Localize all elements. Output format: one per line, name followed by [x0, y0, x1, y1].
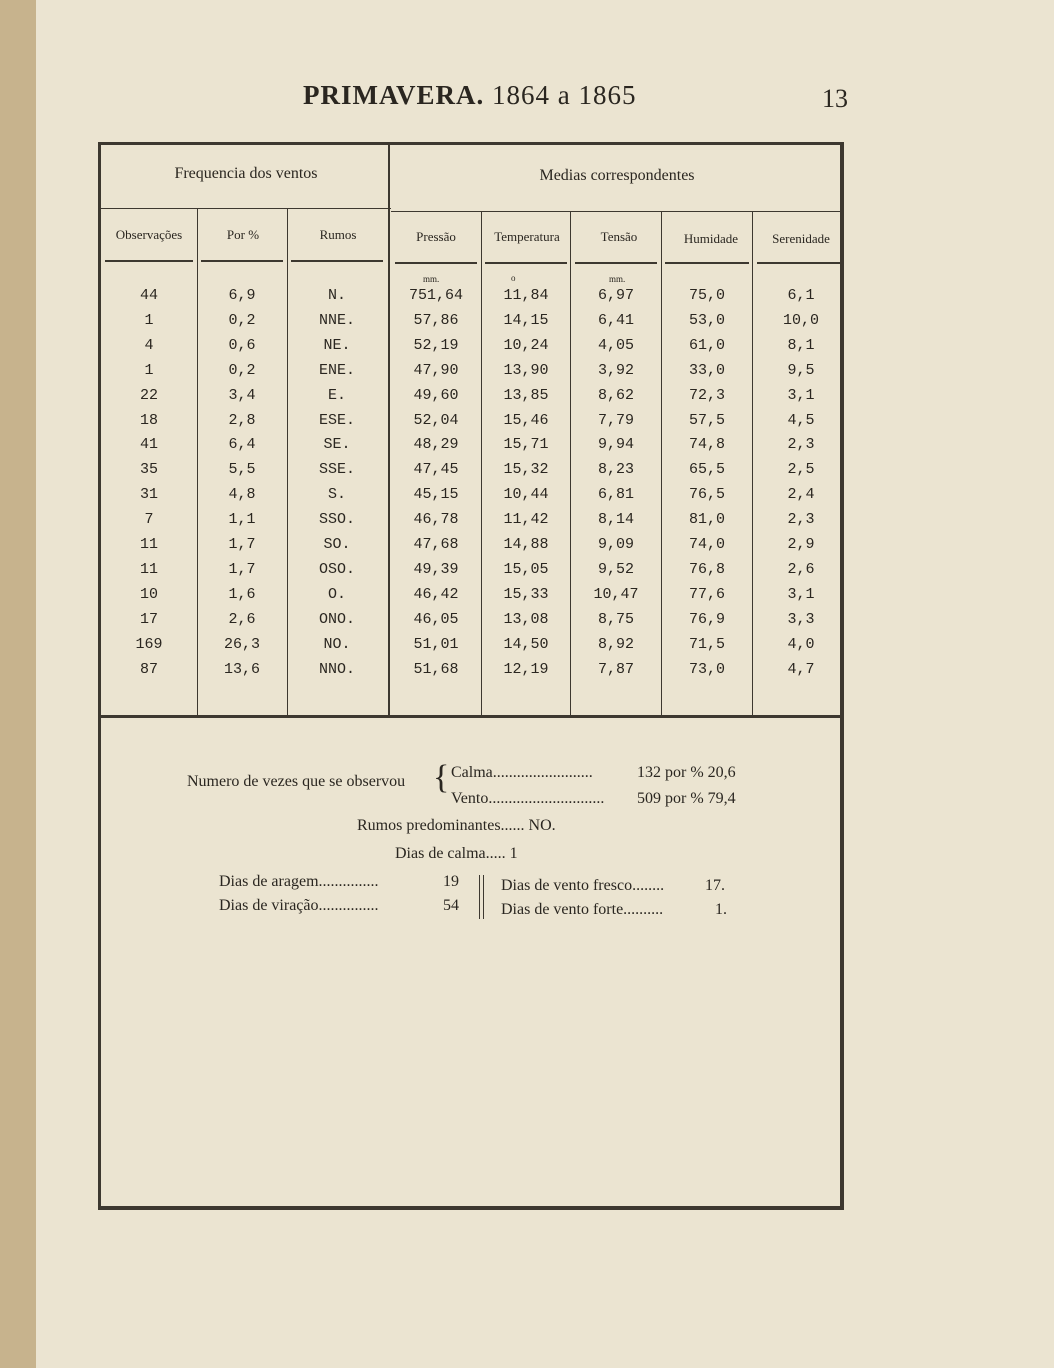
page-title [303, 80, 637, 111]
header-underline [757, 262, 841, 264]
table-cell: 75,0 [688, 287, 725, 304]
table-cell: 4,0 [787, 635, 815, 653]
table-cell: 4 [144, 336, 154, 354]
group-header-frequency: Frequencia dos ventos [174, 165, 318, 182]
summary-brace: { [433, 759, 450, 796]
table-cell: 65,5 [688, 461, 725, 479]
table-cell: 35 [139, 461, 158, 479]
header-underline [291, 260, 383, 262]
summary-divider [479, 875, 480, 919]
group-separator [388, 145, 390, 718]
table-cell: 46,05 [413, 610, 459, 628]
col-header-observacoes: Observações [115, 227, 183, 242]
table-cell: SE. [323, 436, 351, 454]
group-header-medias: Medias correspondentes [539, 167, 695, 184]
table-cell: 18 [139, 411, 158, 429]
table-cell: 14,88 [503, 536, 549, 553]
table-cell: 0,2 [228, 311, 256, 329]
table-cell: 9,5 [787, 361, 815, 379]
group-divider-right [391, 211, 843, 212]
table-cell: ESE. [318, 411, 355, 429]
summary-calma-value: 132 por % 20,6 [637, 764, 736, 781]
col-header-rumos: Rumos [319, 227, 357, 242]
table-cell: 13,90 [503, 361, 549, 379]
table-cell: 3,92 [597, 361, 634, 379]
table-cell: NE. [323, 336, 351, 354]
summary-vento-label: Vento............................. [451, 790, 605, 807]
table-cell: 8,23 [597, 461, 634, 479]
table-cell: 3,1 [787, 585, 815, 603]
unit-tensao: mm. [609, 274, 626, 284]
summary-vento-value: 509 por % 79,4 [637, 790, 736, 807]
table-cell: 15,33 [503, 585, 549, 603]
table-cell: 7,79 [597, 411, 634, 429]
table-cell: 169 [135, 635, 163, 653]
table-cell: 4,7 [787, 660, 815, 678]
table-cell: 2,6 [228, 610, 256, 628]
header-underline [575, 262, 657, 264]
table-cell: 11 [139, 560, 158, 578]
col-header-pressao: Pressão [416, 229, 456, 244]
col-header-humidade: Humidade [683, 231, 739, 246]
table-cell: 7,87 [597, 660, 634, 678]
table-cell: SO. [323, 536, 351, 553]
table-cell: 8,92 [597, 635, 634, 653]
table-cell: 73,0 [688, 660, 725, 678]
table-cell: 15,71 [503, 436, 549, 454]
table-cell: 74,8 [688, 436, 725, 454]
table-cell: 6,41 [597, 311, 634, 329]
table-cell: 7 [144, 511, 154, 529]
table-cell: 26,3 [223, 635, 260, 653]
table-cell: 11 [139, 536, 158, 553]
table-cell: 13,08 [503, 610, 549, 628]
table-cell: 1 [144, 361, 154, 379]
table-cell: 0,2 [228, 361, 256, 379]
table-cell: 47,68 [413, 536, 459, 553]
table-cell: 6,9 [228, 287, 256, 304]
table-cell: 4,8 [228, 486, 256, 504]
table-cell: ONO. [318, 610, 355, 628]
col-header-tensao: Tensão [600, 229, 638, 244]
table-cell: 11,42 [503, 511, 549, 529]
table-cell: 87 [139, 660, 158, 678]
table-bottom-rule [101, 715, 843, 718]
table-cell: ENE. [318, 361, 355, 379]
header-underline [485, 262, 567, 264]
table-cell: 10,0 [782, 311, 819, 329]
table-cell: 2,9 [787, 536, 815, 553]
table-cell: 1 [144, 311, 154, 329]
table-cell: 15,32 [503, 461, 549, 479]
table-cell: 15,46 [503, 411, 549, 429]
table-cell: NNO. [318, 660, 355, 678]
table-frame [98, 142, 844, 1210]
table-cell: 47,90 [413, 361, 459, 379]
header-underline [665, 262, 749, 264]
table-cell: 41 [139, 436, 158, 454]
summary-forte-label: Dias de vento forte.......... [501, 901, 664, 918]
table-cell: N. [327, 287, 346, 304]
summary-rumos: Rumos predominantes...... NO. [357, 817, 556, 834]
table-cell: 10,47 [593, 585, 639, 603]
table-cell: 2,5 [787, 461, 815, 479]
wind-table [101, 145, 841, 721]
summary-fresco-value: 17. [705, 877, 725, 894]
table-cell: 11,84 [503, 287, 549, 304]
col-sep-6 [752, 211, 753, 717]
table-cell: 51,68 [413, 660, 459, 678]
table-cell: 10,24 [503, 336, 549, 354]
table-cell: 72,3 [688, 386, 725, 404]
table-cell: 1,7 [228, 536, 256, 553]
table-cell: 3,1 [787, 386, 815, 404]
table-cell: 13,6 [223, 660, 260, 678]
title-years: 1864 a 1865 [492, 80, 637, 110]
page-binding-edge [0, 0, 36, 1368]
table-cell: 48,29 [413, 436, 459, 454]
table-cell: 77,6 [688, 585, 725, 603]
summary-calma-label: Calma......................... [451, 764, 593, 781]
table-cell: 0,6 [228, 336, 256, 354]
table-cell: 2,6 [787, 560, 815, 578]
table-cell: 2,3 [787, 511, 815, 529]
table-cell: 52,19 [413, 336, 459, 354]
table-cell: 22 [139, 386, 158, 404]
summary-aragem-label: Dias de aragem............... [219, 873, 379, 890]
table-cell: 76,9 [688, 610, 725, 628]
table-cell: 8,62 [597, 386, 634, 404]
table-cell: 8,75 [597, 610, 634, 628]
table-cell: 12,19 [503, 660, 549, 678]
table-cell: 76,5 [688, 486, 725, 504]
table-cell: 51,01 [413, 635, 459, 653]
table-cell: 6,81 [597, 486, 634, 504]
table-cell: SSO. [318, 511, 355, 529]
table-cell: NO. [323, 635, 351, 653]
table-cell: 49,39 [413, 560, 459, 578]
table-cell: 15,05 [503, 560, 549, 578]
summary-viracao-label: Dias de viração............... [219, 897, 379, 914]
header-underline [395, 262, 477, 264]
table-cell: E. [327, 386, 346, 404]
table-cell: 53,0 [688, 311, 725, 329]
table-cell: 33,0 [688, 361, 725, 379]
table-cell: 81,0 [688, 511, 725, 529]
header-underline [105, 260, 193, 262]
title-season: PRIMAVERA. [303, 80, 485, 110]
table-cell: 46,78 [413, 511, 459, 529]
table-cell: 49,60 [413, 386, 459, 404]
table-cell: 74,0 [688, 536, 725, 553]
table-cell: 45,15 [413, 486, 459, 504]
table-cell: 1,6 [228, 585, 256, 603]
table-cell: 61,0 [688, 336, 725, 354]
table-cell: 14,50 [503, 635, 549, 653]
table-cell: O. [327, 585, 346, 603]
table-cell: 9,09 [597, 536, 634, 553]
summary-fresco-label: Dias de vento fresco........ [501, 877, 665, 894]
table-cell: 44 [139, 287, 158, 304]
table-cell: 5,5 [228, 461, 256, 479]
table-cell: OSO. [318, 560, 355, 578]
table-cell: 2,8 [228, 411, 256, 429]
col-sep-2 [287, 209, 288, 715]
table-cell: 46,42 [413, 585, 459, 603]
table-cell: 4,05 [597, 336, 634, 354]
table-cell: S. [327, 486, 346, 504]
table-cell: 76,8 [688, 560, 725, 578]
table-cell: 4,5 [787, 411, 815, 429]
table-cell: 13,85 [503, 386, 549, 404]
table-cell: 1,1 [228, 511, 256, 529]
table-cell: 1,7 [228, 560, 256, 578]
col-header-por: Por % [226, 227, 260, 242]
table-cell: 57,86 [413, 311, 459, 329]
table-cell: 10 [139, 585, 158, 603]
group-divider-left [101, 208, 391, 209]
header-underline [201, 260, 283, 262]
table-cell: 31 [139, 486, 158, 504]
table-cell: 57,5 [688, 411, 725, 429]
table-cell: 3,3 [787, 610, 815, 628]
summary-viracao-value: 54 [443, 897, 459, 914]
summary-dias-calma: Dias de calma..... 1 [395, 845, 518, 862]
table-cell: 52,04 [413, 411, 459, 429]
table-cell: 71,5 [688, 635, 725, 653]
col-header-serenidade: Serenidade [772, 231, 830, 246]
table-cell: 8,1 [787, 336, 815, 354]
table-cell: 6,97 [597, 287, 634, 304]
table-cell: NNE. [318, 311, 355, 329]
unit-pressao: mm. [423, 274, 440, 284]
table-cell: 47,45 [413, 461, 459, 479]
table-cell: 6,1 [787, 287, 815, 304]
table-cell: 9,52 [597, 560, 634, 578]
summary-numero-label: Numero de vezes que se observou [187, 773, 406, 790]
table-cell: 14,15 [503, 311, 549, 329]
table-cell: 9,94 [597, 436, 634, 454]
table-cell: SSE. [318, 461, 355, 479]
col-header-temperatura: Temperatura [494, 229, 560, 244]
table-cell: 2,3 [787, 436, 815, 454]
summary-aragem-value: 19 [443, 873, 459, 890]
table-cell: 8,14 [597, 511, 634, 529]
table-cell: 10,44 [503, 486, 549, 504]
table-cell: 751,64 [408, 287, 463, 304]
summary-divider [483, 875, 484, 919]
table-cell: 2,4 [787, 486, 815, 504]
unit-temperatura: o [511, 273, 516, 283]
table-cell: 6,4 [228, 436, 256, 454]
table-cell: 17 [139, 610, 158, 628]
table-cell: 3,4 [228, 386, 256, 404]
page-number: 13 [822, 84, 848, 113]
summary-forte-value: 1. [715, 901, 727, 918]
